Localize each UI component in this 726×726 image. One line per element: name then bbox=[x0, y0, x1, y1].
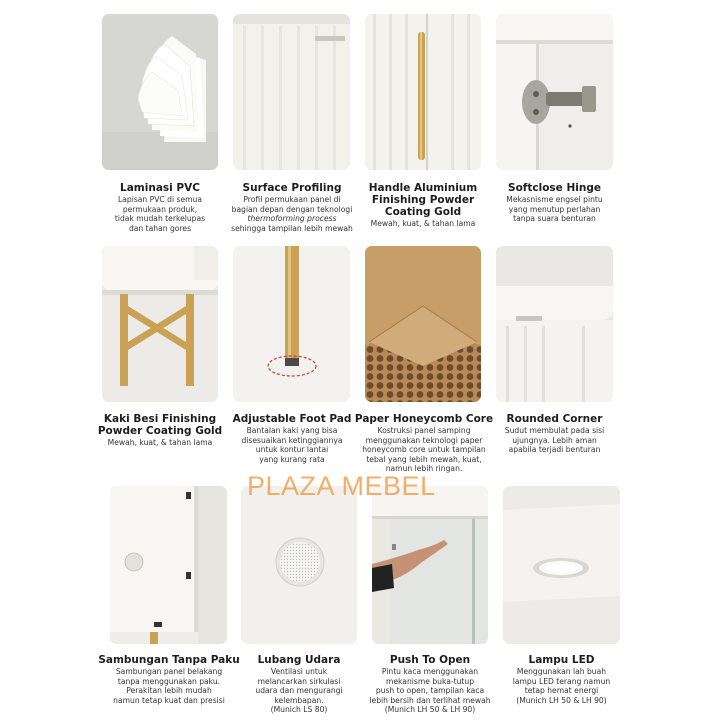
feature-title: Paper Honeycomb Core bbox=[354, 413, 494, 425]
photo-laminasi-pvc bbox=[102, 14, 218, 170]
photo-lubang-udara bbox=[241, 486, 357, 644]
feature-desc: Pintu kaca menggunakan mekanisme buka-tutup push to open, tampilan kaca lebih bersih dan terlihat mewah (Munich LH 50 & LH 90) bbox=[369, 667, 491, 715]
feature-title: Sambungan Tanpa Paku bbox=[98, 654, 240, 666]
photo-handle-aluminium bbox=[365, 14, 481, 170]
feature-desc: Lapisan PVC di semua permukaan produk, tidak mudah terkelupas dan tahan gores bbox=[114, 195, 206, 233]
caption-lubang-udara bbox=[228, 654, 370, 715]
caption-adjustable-foot-pad bbox=[218, 413, 366, 464]
caption-sambungan-tanpa-paku bbox=[92, 654, 246, 705]
caption-kaki-besi bbox=[88, 413, 232, 448]
feature-desc: Mewah, kuat, & tahan lama bbox=[370, 219, 476, 228]
photo-paper-honeycomb bbox=[365, 246, 481, 402]
feature-title: Kaki Besi Finishing Powder Coating Gold bbox=[97, 413, 223, 437]
feature-title: Lubang Udara bbox=[257, 654, 341, 666]
feature-desc: Profil permukaan panel di bagian depan dengan teknologi thermoforming process sehingga tampilan lebih mewah bbox=[231, 195, 353, 233]
feature-title: Softclose Hinge bbox=[508, 182, 601, 194]
feature-title: Laminasi PVC bbox=[120, 182, 200, 194]
caption-lampu-led bbox=[490, 654, 633, 705]
photo-surface-profiling bbox=[233, 14, 350, 170]
feature-desc: Mekasnisme engsel pintu yang menutup perlahan tanpa suara benturan bbox=[506, 195, 603, 224]
photo-rounded-corner bbox=[496, 246, 613, 402]
feature-desc: Sambungan panel belakang tanpa menggunakan paku. Perakitan lebih mudah namun tetap kuat dan presisi bbox=[113, 667, 225, 705]
feature-title: Surface Profiling bbox=[242, 182, 342, 194]
photo-softclose-hinge bbox=[496, 14, 613, 170]
feature-title: Adjustable Foot Pad bbox=[232, 413, 352, 425]
caption-push-to-open bbox=[356, 654, 504, 715]
photo-adjustable-foot-pad bbox=[233, 246, 350, 402]
feature-desc: Sudut membulat pada sisi ujungnya. Lebih aman apabila terjadi benturan bbox=[504, 426, 605, 455]
feature-desc: Bantalan kaki yang bisa disesuaikan ketinggiannya untuk kontur lantai yang kurang rata bbox=[241, 426, 343, 464]
photo-lampu-led bbox=[503, 486, 620, 644]
feature-title: Push To Open bbox=[389, 654, 471, 666]
feature-desc: Kostruksi panel samping menggunakan teknologi paper honeycomb core untuk tampilan tebal yang lebih mewah, kuat, namun lebih ringan. bbox=[362, 426, 486, 474]
feature-desc: Mewah, kuat, & tahan lama bbox=[107, 438, 213, 447]
caption-handle-aluminium bbox=[352, 182, 494, 229]
caption-softclose-hinge bbox=[482, 182, 627, 224]
caption-paper-honeycomb bbox=[350, 413, 498, 474]
watermark: PLAZA MEBEL bbox=[247, 471, 436, 501]
caption-laminasi-pvc bbox=[88, 182, 232, 233]
feature-desc: Menggunakan lah buah lampu LED terang namun tetap hemat energi (Munich LH 50 & LH 90) bbox=[512, 667, 611, 705]
photo-kaki-besi bbox=[102, 246, 218, 402]
photo-push-to-open bbox=[372, 486, 488, 644]
caption-surface-profiling bbox=[218, 182, 366, 233]
feature-title: Handle Aluminium Finishing Powder Coating Gold bbox=[368, 182, 478, 218]
feature-title: Lampu LED bbox=[528, 654, 595, 666]
caption-rounded-corner bbox=[482, 413, 627, 455]
photo-sambungan-tanpa-paku bbox=[110, 486, 227, 644]
feature-desc: Ventilasi untuk melancarkan sirkulasi udara dan mengurangi kelembapan. (Munich LS 80) bbox=[255, 667, 343, 715]
feature-title: Rounded Corner bbox=[506, 413, 603, 425]
